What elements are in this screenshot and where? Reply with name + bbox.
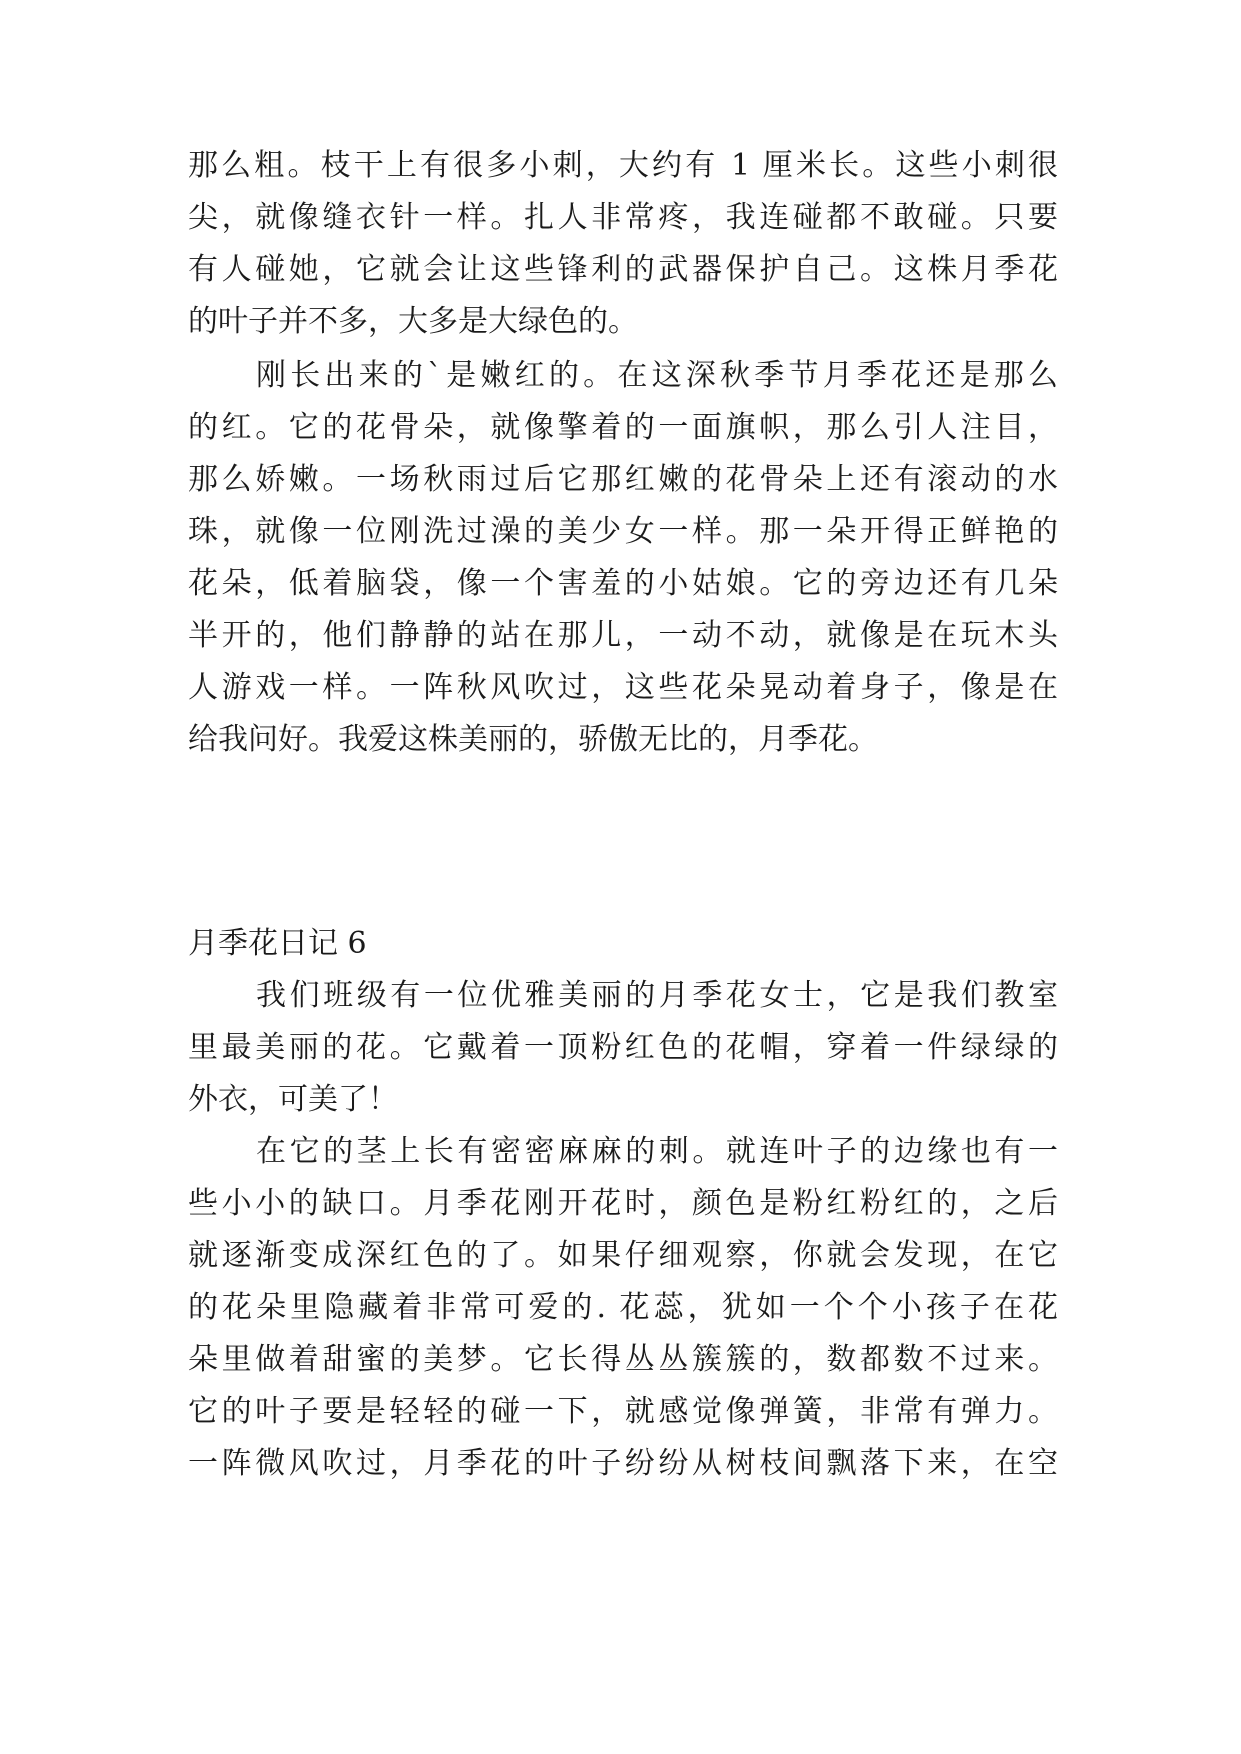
text-line: 花朵，低着脑袋，像一个害羞的小姑娘。它的旁边还有几朵 <box>188 566 1058 601</box>
text-line: 它的叶子要是轻轻的碰一下，就感觉像弹簧，非常有弹力。 <box>188 1394 1058 1429</box>
text-line: 那么粗。枝干上有很多小刺，大约有 1 厘米长。这些小刺很 <box>188 148 1058 183</box>
text-line: 给我问好。我爱这株美丽的，骄傲无比的，月季花。 <box>188 722 878 757</box>
text-line: 里最美丽的花。它戴着一顶粉红色的花帽，穿着一件绿绿的 <box>188 1030 1058 1065</box>
paragraph-intro <box>188 970 1058 1126</box>
text-line: 那么娇嫩。一场秋雨过后它那红嫩的花骨朵上还有滚动的水 <box>188 462 1058 497</box>
paragraph-continuation <box>188 140 1058 348</box>
text-line: 的花朵里隐藏着非常可爱的. 花蕊，犹如一个个小孩子在花 <box>188 1290 1058 1325</box>
text-line: 半开的，他们静静的站在那儿，一动不动，就像是在玩木头 <box>188 618 1058 653</box>
paragraph-buds <box>188 350 1058 766</box>
text-line: 尖，就像缝衣针一样。扎人非常疼，我连碰都不敢碰。只要 <box>188 200 1058 235</box>
text-line: 在它的茎上长有密密麻麻的刺。就连叶子的边缘也有一 <box>256 1134 1058 1169</box>
text-line: 我们班级有一位优雅美丽的月季花女士，它是我们教室 <box>256 978 1058 1013</box>
text-line: 人游戏一样。一阵秋风吹过，这些花朵晃动着身子，像是在 <box>188 670 1058 705</box>
text-line: 就逐渐变成深红色的了。如果仔细观察，你就会发现，在它 <box>188 1238 1058 1273</box>
text-line: 一阵微风吹过，月季花的叶子纷纷从树枝间飘落下来，在空 <box>188 1446 1058 1481</box>
text-line: 刚长出来的`是嫩红的。在这深秋季节月季花还是那么 <box>256 358 1058 393</box>
paragraph-description <box>188 1126 1058 1490</box>
text-line: 的叶子并不多，大多是大绿色的。 <box>188 304 638 339</box>
text-line: 珠，就像一位刚洗过澡的美少女一样。那一朵开得正鲜艳的 <box>188 514 1058 549</box>
section-heading: 月季花日记 6 <box>188 926 367 961</box>
text-line: 些小小的缺口。月季花刚开花时，颜色是粉红粉红的，之后 <box>188 1186 1058 1221</box>
text-line: 外衣，可美了！ <box>188 1082 398 1117</box>
text-line: 的红。它的花骨朵，就像擎着的一面旗帜，那么引人注目， <box>188 410 1058 445</box>
text-line: 有人碰她，它就会让这些锋利的武器保护自己。这株月季花 <box>188 252 1058 287</box>
text-line: 朵里做着甜蜜的美梦。它长得丛丛簇簇的，数都数不过来。 <box>188 1342 1058 1377</box>
